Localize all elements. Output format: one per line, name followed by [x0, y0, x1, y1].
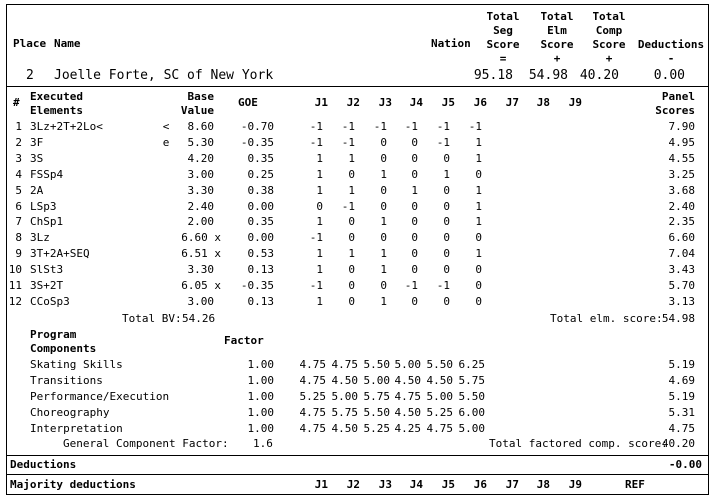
element-name: 2A: [30, 184, 44, 197]
element-judge-score: 0: [443, 215, 450, 228]
component-judge-score: 4.50: [394, 406, 421, 419]
element-goe: -0.70: [240, 120, 274, 133]
judge-header: J5: [441, 96, 455, 109]
element-number: 3: [15, 152, 22, 165]
element-number: 2: [15, 136, 22, 149]
element-number: 6: [15, 200, 22, 213]
element-judge-score: 1: [316, 168, 323, 181]
component-panel-score: 5.31: [668, 406, 695, 419]
total-elm-score-value: 54.98: [661, 312, 695, 325]
factor-header: Factor: [224, 334, 264, 347]
element-judge-score: 1: [316, 263, 323, 276]
element-goe: 0.13: [247, 295, 274, 308]
judge-header: J1: [314, 96, 328, 109]
element-judge-score: 1: [316, 184, 323, 197]
majority-deductions-label: Majority deductions: [10, 478, 136, 491]
total-elm-score-header: Total Elm Score +: [540, 10, 574, 65]
element-panel-score: 2.35: [668, 215, 695, 228]
component-judge-score: 6.25: [458, 358, 485, 371]
element-panel-score: 3.43: [668, 263, 695, 276]
component-name: Transitions: [30, 374, 103, 387]
element-judge-score: 0: [475, 263, 482, 276]
element-judge-score: 1: [348, 152, 355, 165]
majority-judge: J8: [536, 478, 550, 491]
element-judge-score: 1: [316, 215, 323, 228]
base-value-header: Base Value: [180, 90, 214, 117]
element-judge-score: 0: [411, 263, 418, 276]
element-number: 9: [15, 247, 22, 260]
skater-deductions: 0.00: [653, 68, 685, 83]
element-judge-score: 0: [443, 263, 450, 276]
element-judge-score: -1: [436, 120, 450, 133]
element-judge-score: 1: [348, 247, 355, 260]
component-judge-score: 5.00: [394, 358, 421, 371]
element-judge-score: -1: [309, 279, 323, 292]
element-judge-score: 0: [443, 200, 450, 213]
skater-total-seg: 95.18: [473, 68, 513, 83]
component-judge-score: 4.50: [394, 374, 421, 387]
element-judge-score: 0: [348, 215, 355, 228]
panel-scores-header: Panel Scores: [655, 90, 695, 117]
element-judge-score: 1: [411, 184, 418, 197]
gcf-value: 1.6: [253, 437, 273, 450]
element-judge-score: -1: [341, 136, 355, 149]
component-judge-score: 5.50: [458, 390, 485, 403]
skater-total-elm: 54.98: [528, 68, 568, 83]
program-components-header: Program Components: [30, 328, 97, 355]
majority-judge: J3: [378, 478, 392, 491]
total-bv-value: 54.26: [182, 312, 216, 325]
component-judge-score: 4.50: [331, 422, 358, 435]
element-goe: -0.35: [240, 136, 274, 149]
skater-place: 2: [26, 68, 34, 83]
element-goe: 0.25: [247, 168, 274, 181]
element-goe: 0.53: [247, 247, 274, 260]
element-judge-score: -1: [309, 120, 323, 133]
element-judge-score: 0: [443, 295, 450, 308]
majority-judge: J2: [346, 478, 360, 491]
ref-label: REF: [625, 478, 645, 491]
element-judge-score: 0: [348, 231, 355, 244]
element-goe: -0.35: [240, 279, 274, 292]
total-bv-label: Total BV:: [122, 312, 182, 325]
divider: [7, 455, 708, 456]
element-judge-score: -1: [468, 120, 482, 133]
element-judge-score: 0: [475, 231, 482, 244]
element-name: ChSp1: [30, 215, 64, 228]
component-panel-score: 4.69: [668, 374, 695, 387]
divider: [7, 86, 708, 87]
element-name: 3Lz: [30, 231, 50, 244]
component-judge-score: 4.75: [331, 358, 358, 371]
element-judge-score: 1: [316, 152, 323, 165]
element-judge-score: 0: [380, 136, 387, 149]
element-info: e: [162, 136, 170, 149]
element-panel-score: 2.40: [668, 200, 695, 213]
element-panel-score: 6.60: [668, 231, 695, 244]
element-base-value: 3.30: [187, 184, 214, 197]
element-judge-score: 0: [475, 279, 482, 292]
element-base-value: 3.00: [187, 168, 214, 181]
component-judge-score: 4.75: [299, 406, 326, 419]
element-judge-score: 0: [316, 200, 323, 213]
element-number: 4: [15, 168, 22, 181]
element-judge-score: 0: [380, 152, 387, 165]
component-judge-score: 5.25: [426, 406, 453, 419]
element-base-value: 6.05 x: [181, 279, 221, 292]
majority-judge: J6: [473, 478, 487, 491]
majority-judge: J4: [409, 478, 423, 491]
skater-name: Joelle Forte, SC of New York: [54, 68, 274, 83]
name-header: Name: [54, 37, 81, 50]
element-judge-score: -1: [373, 120, 387, 133]
element-number: 8: [15, 231, 22, 244]
element-judge-score: 1: [380, 295, 387, 308]
element-name: 3T+2A+SEQ: [30, 247, 90, 260]
element-name: SlSt3: [30, 263, 64, 276]
element-judge-score: 0: [380, 184, 387, 197]
component-judge-score: 5.00: [363, 374, 390, 387]
component-judge-score: 5.50: [363, 358, 390, 371]
element-name: 3S: [30, 152, 44, 165]
element-number: 12: [8, 295, 22, 308]
element-goe: 0.00: [247, 200, 274, 213]
element-name: CCoSp3: [30, 295, 70, 308]
component-judge-score: 4.75: [426, 422, 453, 435]
element-judge-score: 0: [380, 200, 387, 213]
element-base-value: 3.00: [187, 295, 214, 308]
component-judge-score: 5.25: [299, 390, 326, 403]
element-panel-score: 7.04: [668, 247, 695, 260]
element-judge-score: 1: [475, 247, 482, 260]
element-judge-score: 0: [380, 279, 387, 292]
deductions-header: Deductions -: [637, 38, 705, 65]
total-comp-value: 40.20: [661, 437, 695, 450]
component-judge-score: 5.75: [458, 374, 485, 387]
element-judge-score: 0: [411, 168, 418, 181]
component-name: Performance/Execution: [30, 390, 170, 403]
element-goe: 0.35: [247, 152, 274, 165]
component-name: Skating Skills: [30, 358, 123, 371]
element-goe: 0.35: [247, 215, 274, 228]
element-base-value: 2.00: [187, 215, 214, 228]
element-judge-score: 0: [348, 279, 355, 292]
element-judge-score: -1: [309, 231, 323, 244]
element-name: FSSp4: [30, 168, 64, 181]
element-judge-score: 1: [380, 263, 387, 276]
element-panel-score: 3.68: [668, 184, 695, 197]
component-judge-score: 5.75: [363, 390, 390, 403]
element-base-value: 6.51 x: [181, 247, 221, 260]
executed-elements-header: Executed Elements: [30, 90, 83, 117]
element-judge-score: 0: [411, 295, 418, 308]
element-number: 11: [8, 279, 22, 292]
element-number: 1: [15, 120, 22, 133]
element-judge-score: 1: [475, 215, 482, 228]
element-base-value: 3.30: [187, 263, 214, 276]
element-judge-score: 0: [411, 231, 418, 244]
element-panel-score: 7.90: [668, 120, 695, 133]
element-judge-score: 1: [380, 215, 387, 228]
element-judge-score: 0: [443, 152, 450, 165]
element-judge-score: 0: [348, 263, 355, 276]
component-judge-score: 4.75: [299, 422, 326, 435]
total-seg-score-header: Total Seg Score =: [486, 10, 520, 65]
deductions-value: -0.00: [668, 458, 702, 471]
component-panel-score: 5.19: [668, 358, 695, 371]
goe-header: GOE: [238, 96, 258, 109]
element-judge-score: 0: [475, 168, 482, 181]
element-goe: 0.38: [247, 184, 274, 197]
total-comp-score-header: Total Comp Score +: [592, 10, 626, 65]
component-judge-score: 5.00: [458, 422, 485, 435]
element-judge-score: -1: [341, 120, 355, 133]
component-judge-score: 5.50: [363, 406, 390, 419]
element-judge-score: 1: [475, 184, 482, 197]
component-judge-score: 4.75: [299, 358, 326, 371]
element-judge-score: -1: [436, 279, 450, 292]
element-judge-score: 0: [475, 295, 482, 308]
element-judge-score: 0: [443, 184, 450, 197]
element-goe: 0.13: [247, 263, 274, 276]
judge-header: J3: [378, 96, 392, 109]
component-judge-score: 4.50: [331, 374, 358, 387]
judge-header: J9: [568, 96, 582, 109]
deductions-label: Deductions: [10, 458, 77, 471]
element-goe: 0.00: [247, 231, 274, 244]
element-base-value: 4.20: [187, 152, 214, 165]
component-name: Choreography: [30, 406, 110, 419]
judge-header: J8: [536, 96, 550, 109]
element-judge-score: 1: [316, 247, 323, 260]
element-judge-score: -1: [404, 279, 418, 292]
element-base-value: 2.40: [187, 200, 214, 213]
element-judge-score: 0: [443, 231, 450, 244]
element-number: 5: [15, 184, 22, 197]
element-base-value: 6.60 x: [181, 231, 221, 244]
element-judge-score: 1: [348, 184, 355, 197]
component-judge-score: 5.00: [426, 390, 453, 403]
element-judge-score: 0: [411, 136, 418, 149]
skater-total-comp: 40.20: [579, 68, 619, 83]
element-name: LSp3: [30, 200, 57, 213]
element-panel-score: 4.95: [668, 136, 695, 149]
element-judge-score: 0: [411, 200, 418, 213]
majority-judge: J9: [568, 478, 582, 491]
component-factor: 1.00: [247, 422, 274, 435]
component-factor: 1.00: [247, 390, 274, 403]
component-judge-score: 5.75: [331, 406, 358, 419]
majority-judge: J5: [441, 478, 455, 491]
element-panel-score: 4.55: [668, 152, 695, 165]
judge-header: J2: [346, 96, 360, 109]
element-judge-score: 0: [380, 231, 387, 244]
element-judge-score: 0: [443, 247, 450, 260]
element-base-value: 8.60: [187, 120, 214, 133]
element-judge-score: 1: [475, 152, 482, 165]
score-sheet: [6, 4, 709, 495]
element-panel-score: 3.13: [668, 295, 695, 308]
component-judge-score: 6.00: [458, 406, 485, 419]
total-elm-score-label: Total elm. score:: [550, 312, 663, 325]
element-number: 7: [15, 215, 22, 228]
element-panel-score: 3.25: [668, 168, 695, 181]
component-judge-score: 5.50: [426, 358, 453, 371]
component-judge-score: 4.50: [426, 374, 453, 387]
majority-judge: J1: [314, 478, 328, 491]
component-panel-score: 4.75: [668, 422, 695, 435]
element-name: 3S+2T: [30, 279, 64, 292]
component-judge-score: 4.75: [299, 374, 326, 387]
element-panel-score: 5.70: [668, 279, 695, 292]
element-number: 10: [8, 263, 22, 276]
component-judge-score: 4.75: [394, 390, 421, 403]
judge-header: J6: [473, 96, 487, 109]
element-judge-score: 1: [475, 136, 482, 149]
gcf-label: General Component Factor:: [63, 437, 229, 450]
element-judge-score: 1: [475, 200, 482, 213]
component-factor: 1.00: [247, 374, 274, 387]
component-factor: 1.00: [247, 358, 274, 371]
element-judge-score: 1: [443, 168, 450, 181]
component-judge-score: 5.00: [331, 390, 358, 403]
place-header: Place: [13, 37, 47, 50]
component-panel-score: 5.19: [668, 390, 695, 403]
element-judge-score: -1: [341, 200, 355, 213]
component-judge-score: 5.25: [363, 422, 390, 435]
element-judge-score: 0: [348, 295, 355, 308]
element-judge-score: -1: [309, 136, 323, 149]
num-header: #: [13, 96, 20, 109]
nation-header: Nation: [431, 37, 471, 50]
element-judge-score: -1: [404, 120, 418, 133]
component-factor: 1.00: [247, 406, 274, 419]
element-judge-score: 1: [316, 295, 323, 308]
component-name: Interpretation: [30, 422, 123, 435]
element-judge-score: 1: [380, 168, 387, 181]
element-judge-score: 0: [411, 247, 418, 260]
judge-header: J4: [409, 96, 423, 109]
element-base-value: 5.30: [187, 136, 214, 149]
element-judge-score: 0: [411, 152, 418, 165]
element-info: <: [162, 120, 170, 133]
divider: [7, 474, 708, 475]
element-name: 3Lz+2T+2Lo<: [30, 120, 103, 133]
element-judge-score: 1: [380, 247, 387, 260]
judge-header: J7: [505, 96, 519, 109]
total-comp-label: Total factored comp. score:: [489, 437, 668, 450]
component-judge-score: 4.25: [394, 422, 421, 435]
majority-judge: J7: [505, 478, 519, 491]
element-judge-score: 0: [348, 168, 355, 181]
element-judge-score: 0: [411, 215, 418, 228]
element-name: 3F: [30, 136, 44, 149]
element-judge-score: -1: [436, 136, 450, 149]
